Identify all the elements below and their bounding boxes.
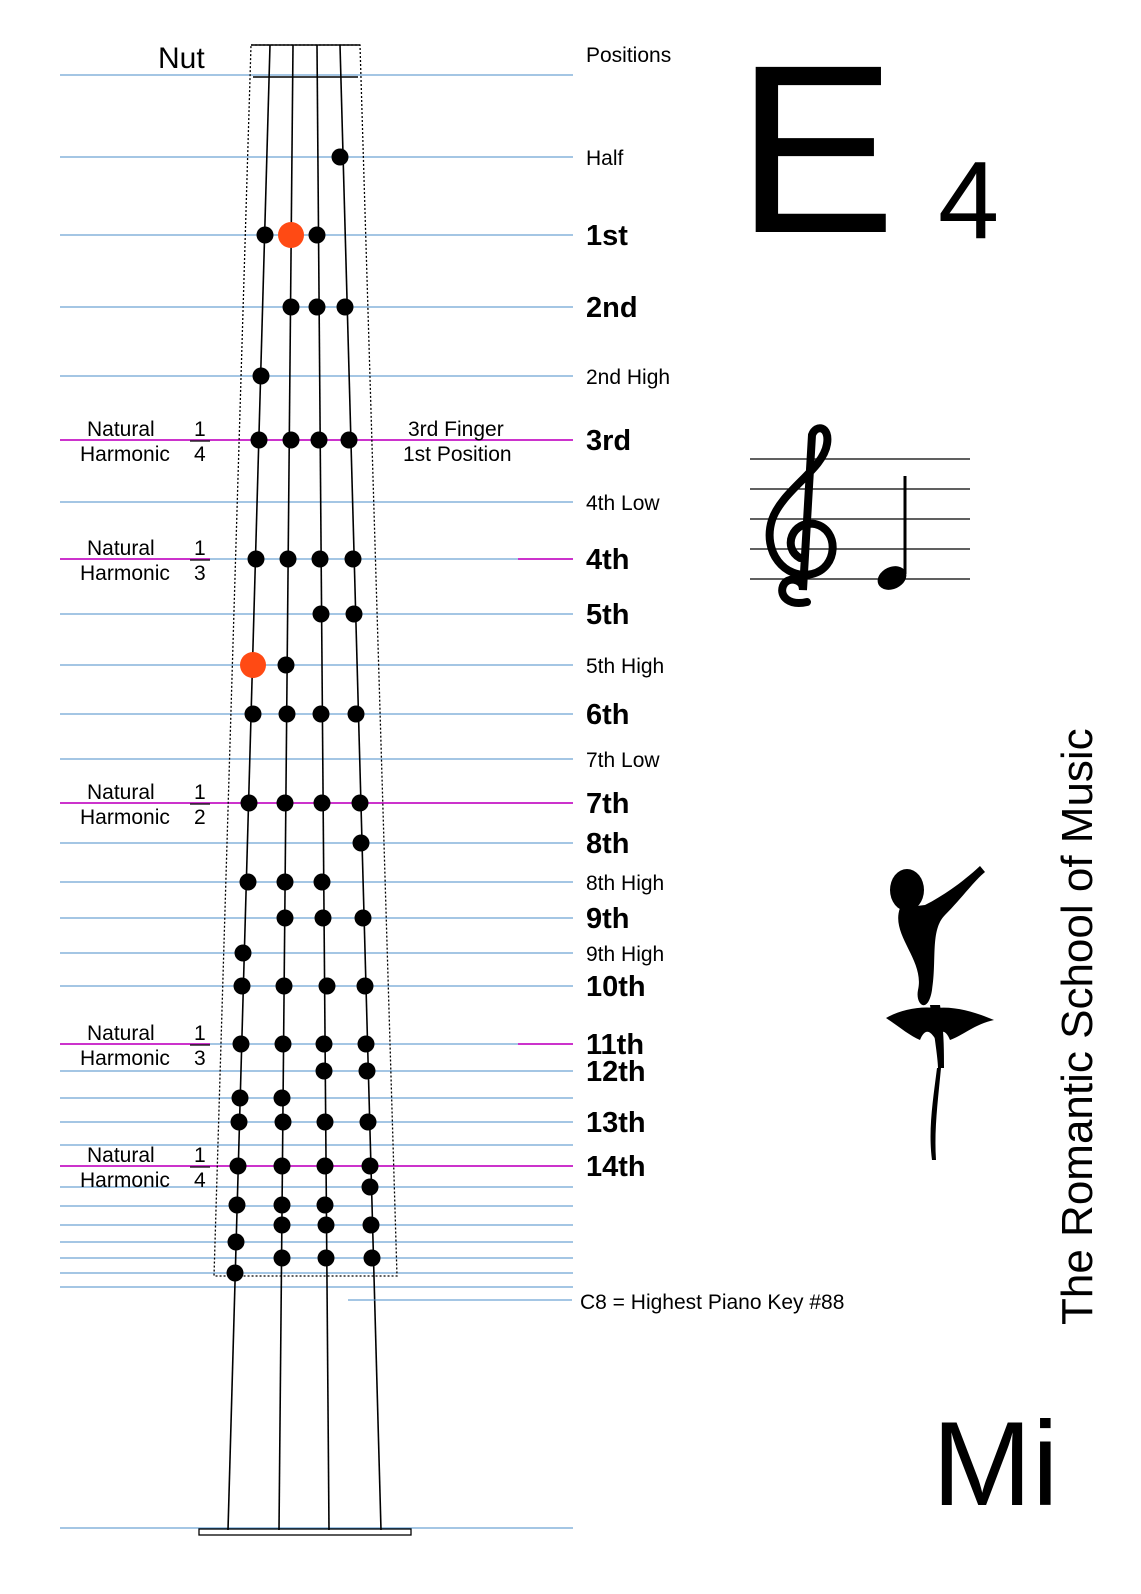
finger-dot: [363, 1217, 380, 1234]
finger-dot: [283, 432, 300, 449]
finger-dot: [274, 1250, 291, 1267]
finger-dot: [355, 910, 372, 927]
finger-dot: [313, 606, 330, 623]
position-label: 14th: [586, 1151, 646, 1183]
finger-dot: [362, 1179, 379, 1196]
finger-dot: [364, 1250, 381, 1267]
finger-dot: [315, 910, 332, 927]
finger-dot: [251, 432, 268, 449]
finger-dot: [280, 551, 297, 568]
finger-dot: [229, 1197, 246, 1214]
treble-clef-icon: [770, 428, 833, 603]
harmonic-harmonic-label: Harmonic: [80, 443, 170, 466]
quarter-note-icon: [874, 476, 910, 594]
harmonic-fraction-numerator: 1: [194, 1144, 206, 1167]
harmonic-natural-label: Natural: [87, 1144, 155, 1167]
finger-dot: [257, 227, 274, 244]
finger-dot: [231, 1114, 248, 1131]
harmonic-fraction-numerator: 1: [194, 781, 206, 804]
string-d: [279, 45, 293, 1530]
harmonic-fraction-denominator: 3: [194, 1047, 206, 1070]
position-label: 12th: [586, 1056, 646, 1088]
position-label: Half: [586, 147, 624, 170]
first-position-label: 1st Position: [403, 443, 512, 466]
finger-dot: [240, 874, 257, 891]
harmonic-fraction-numerator: 1: [194, 537, 206, 560]
finger-dot: [277, 795, 294, 812]
harmonic-fraction-numerator: 1: [194, 418, 206, 441]
position-labels: [586, 147, 670, 1183]
finger-dot: [345, 551, 362, 568]
octave-number: 4: [938, 139, 1000, 262]
finger-dot: [309, 227, 326, 244]
finger-dot: [235, 945, 252, 962]
finger-dot: [314, 874, 331, 891]
harmonic-harmonic-label: Harmonic: [80, 1047, 170, 1070]
bridge-base: [199, 1529, 411, 1535]
harmonic-harmonic-label: Harmonic: [80, 806, 170, 829]
position-label: 4th: [586, 544, 630, 576]
finger-dot: [277, 874, 294, 891]
target-note-dot: [278, 222, 304, 248]
highest-key-label: C8 = Highest Piano Key #88: [580, 1291, 845, 1314]
finger-dot: [233, 1036, 250, 1053]
finger-dot: [316, 1036, 333, 1053]
finger-dot: [275, 1114, 292, 1131]
finger-dot: [234, 978, 251, 995]
finger-dot: [317, 1158, 334, 1175]
position-label: 4th Low: [586, 492, 660, 515]
finger-dot: [346, 606, 363, 623]
finger-dot: [228, 1234, 245, 1251]
finger-dot: [309, 299, 326, 316]
finger-dot: [230, 1158, 247, 1175]
harmonic-fraction-numerator: 1: [194, 1022, 206, 1045]
finger-dot: [232, 1090, 249, 1107]
harmonic-fraction-denominator: 3: [194, 562, 206, 585]
finger-dot: [332, 149, 349, 166]
strings: [228, 45, 381, 1530]
finger-dot: [311, 432, 328, 449]
position-label: 2nd High: [586, 366, 671, 389]
finger-dot: [316, 1063, 333, 1080]
finger-dot: [359, 1063, 376, 1080]
finger-dot: [275, 1036, 292, 1053]
finger-dot: [277, 910, 294, 927]
position-label: 13th: [586, 1107, 646, 1139]
solfege: Mi: [932, 1397, 1059, 1531]
harmonic-labels: [80, 418, 210, 1192]
harmonic-natural-label: Natural: [87, 781, 155, 804]
finger-dot: [318, 1250, 335, 1267]
position-label: 7th: [586, 788, 630, 820]
finger-dot: [276, 978, 293, 995]
harmonic-natural-label: Natural: [87, 418, 155, 441]
harmonic-fraction-denominator: 4: [194, 443, 206, 466]
finger-dot: [341, 432, 358, 449]
finger-dot: [362, 1158, 379, 1175]
finger-dot: [352, 795, 369, 812]
position-label: 5th High: [586, 655, 665, 678]
finger-dot: [227, 1265, 244, 1282]
finger-dot: [274, 1090, 291, 1107]
positions-header: Positions: [586, 44, 672, 67]
finger-dot: [278, 657, 295, 674]
position-label: 8th High: [586, 872, 665, 895]
finger-dot: [317, 1114, 334, 1131]
string-g: [228, 45, 270, 1530]
harmonic-harmonic-label: Harmonic: [80, 1169, 170, 1192]
finger-dot: [360, 1114, 377, 1131]
harmonic-harmonic-label: Harmonic: [80, 562, 170, 585]
position-label: 11th: [586, 1029, 645, 1061]
position-label: 5th: [586, 599, 630, 631]
finger-dot: [353, 835, 370, 852]
finger-dot: [253, 368, 270, 385]
finger-dot: [274, 1217, 291, 1234]
position-label: 2nd: [586, 292, 638, 324]
finger-dot: [248, 551, 265, 568]
harmonic-fraction-denominator: 2: [194, 806, 206, 829]
finger-dot: [241, 795, 258, 812]
finger-dot: [274, 1197, 291, 1214]
position-label: 1st: [586, 220, 628, 252]
position-label: 3rd: [586, 425, 632, 457]
harmonic-fraction-denominator: 4: [194, 1169, 206, 1192]
nut-label: Nut: [158, 42, 205, 75]
target-note-dot: [240, 652, 266, 678]
finger-dot: [337, 299, 354, 316]
position-label: 7th Low: [586, 749, 660, 772]
finger-dot: [319, 978, 336, 995]
finger-dot: [279, 706, 296, 723]
finger-dot: [358, 1036, 375, 1053]
finger-dots: [227, 149, 381, 1282]
finger-dot: [318, 1217, 335, 1234]
third-finger-label: 3rd Finger: [408, 418, 504, 441]
harmonic-natural-label: Natural: [87, 1022, 155, 1045]
position-label: 10th: [586, 971, 646, 1003]
finger-dot: [312, 551, 329, 568]
finger-dot: [317, 1197, 334, 1214]
finger-dot: [357, 978, 374, 995]
violinist-silhouette-icon: [886, 866, 994, 1160]
note-letter: E: [736, 15, 897, 283]
finger-dot: [313, 706, 330, 723]
harmonic-natural-label: Natural: [87, 537, 155, 560]
finger-dot: [245, 706, 262, 723]
position-label: 9th High: [586, 943, 665, 966]
finger-dot: [274, 1158, 291, 1175]
finger-dot: [314, 795, 331, 812]
position-label: 6th: [586, 699, 630, 731]
finger-dot: [348, 706, 365, 723]
string-a: [317, 45, 329, 1530]
position-label: 9th: [586, 903, 630, 935]
string-e: [340, 45, 381, 1530]
position-label: 8th: [586, 828, 630, 860]
school-name: The Romantic School of Music: [1053, 728, 1102, 1325]
finger-dot: [283, 299, 300, 316]
